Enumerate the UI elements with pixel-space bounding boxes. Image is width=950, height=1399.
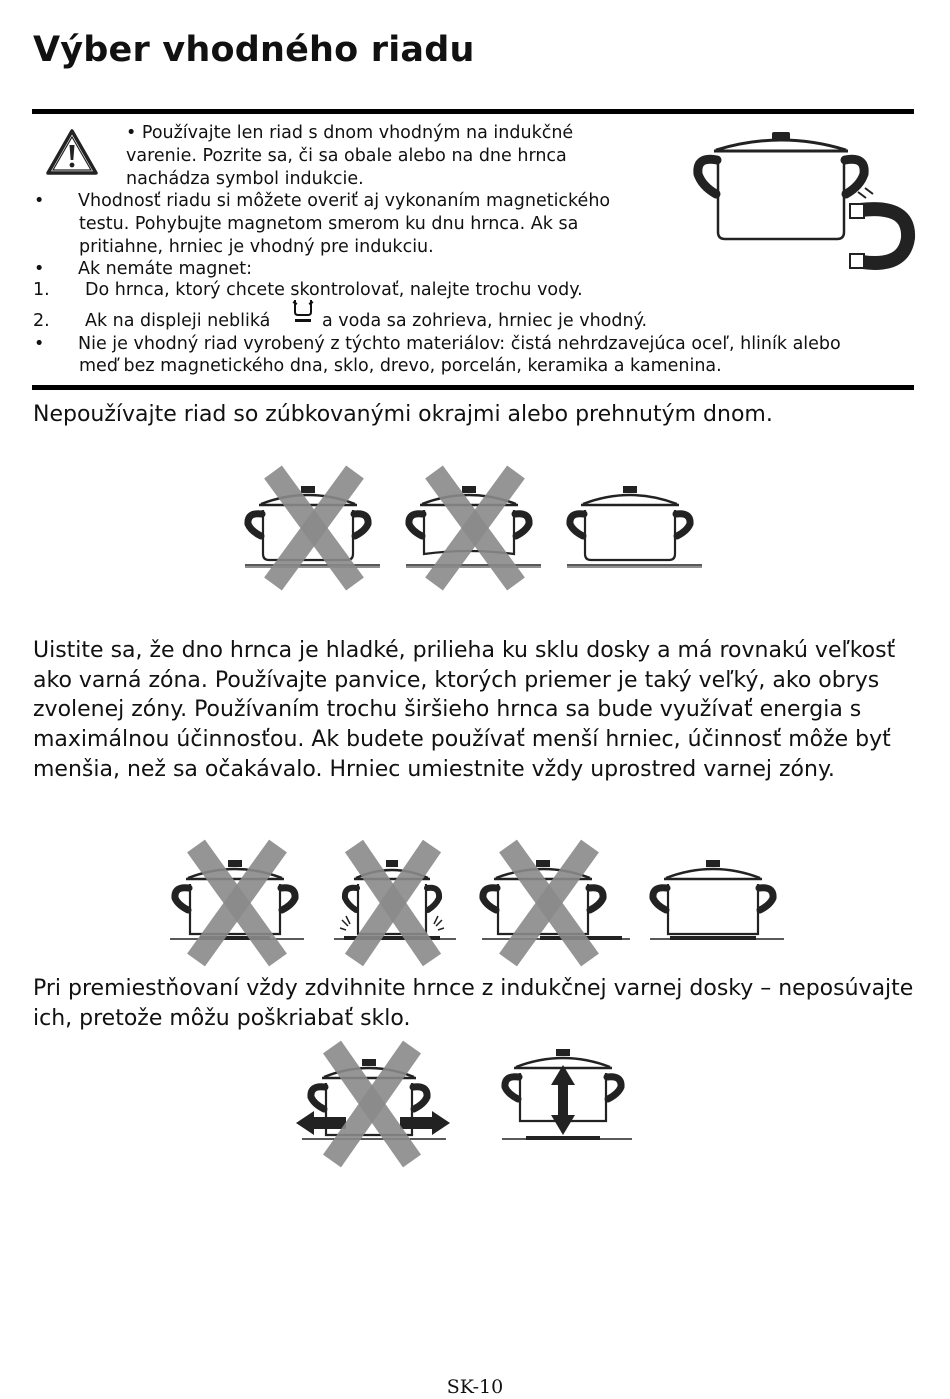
note-line-4: Vhodnosť riadu si môžete overiť aj vykonaním magnetického <box>78 191 611 211</box>
top-rule <box>32 109 914 114</box>
bottom-rule <box>32 385 914 390</box>
pot-bent-bottom-crossed <box>406 468 546 593</box>
pot-lifting-correct <box>500 1045 640 1155</box>
warning-icon <box>44 127 100 179</box>
pot-correct <box>567 468 707 593</box>
note-line-3: nachádza symbol indukcie. <box>126 169 364 189</box>
step-number-1: 1. <box>33 280 50 300</box>
note-line-10: Nie je vhodný riad vyrobený z týchto materiálov: čistá nehrdzavejúca oceľ, hliník alebo <box>78 334 841 354</box>
pot-sliding-crossed <box>294 1045 454 1165</box>
pot-wrong-size-2-crossed <box>332 842 462 967</box>
pot-correct-size <box>646 842 786 967</box>
note-line-6: pritiahne, hrniec je vhodný pre indukciu. <box>79 237 434 257</box>
note-line-2: varenie. Pozrite sa, či sa obale alebo na dne hrnca <box>126 146 567 166</box>
note-line-1: • Používajte len riad s dnom vhodným na indukčné <box>126 123 574 143</box>
step-number-2: 2. <box>33 311 50 331</box>
bullet-3: • <box>34 334 45 354</box>
note-line-5: testu. Pohybujte magnetom smerom ku dnu hrnca. Ak sa <box>79 214 579 234</box>
step-2-part-a: Ak na displeji nebliká <box>85 311 271 331</box>
note-line-11: meď bez magnetického dna, sklo, drevo, porcelán, keramika a kamenina. <box>79 356 722 376</box>
note-line-7: Ak nemáte magnet: <box>78 259 252 279</box>
paragraph-1: Nepoužívajte riad so zúbkovanými okrajmi alebo prehnutým dnom. <box>33 402 773 427</box>
pot-wrong-size-1-crossed <box>166 842 306 967</box>
paragraph-2: Uistite sa, že dno hrnca je hladké, prilieha ku sklu dosky a má rovnakú veľkosť ako varná zóna. Používajte panvice, ktorých priemer je taký veľký, ako obrys zvolenej zóny. Používaním trochu širšieho hrnca sa bude využívať energia s maximálnou účinnosťou. Ak budete používať menší hrniec, účinnosť môže byť menšia, než sa očakávalo. Hrniec umiestnite vždy uprostred varnej zóny. <box>33 638 896 782</box>
pot-symbol-icon <box>292 298 314 324</box>
step-1: Do hrnca, ktorý chcete skontrolovať, nalejte trochu vody. <box>85 280 583 300</box>
magnet-test-illustration <box>690 128 920 278</box>
pot-off-center-crossed <box>480 842 630 967</box>
bullet-2: • <box>34 259 45 279</box>
bullet-1: • <box>34 191 45 211</box>
step-2-part-b: a voda sa zohrieva, hrniec je vhodný. <box>322 311 648 331</box>
paragraph-3: Pri premiestňovaní vždy zdvihnite hrnce z indukčnej varnej dosky – neposúvajte ich, pretože môžu poškriabať sklo. <box>33 976 914 1031</box>
pot-uneven-edge-crossed <box>245 468 385 593</box>
page-number: SK-10 <box>446 1376 504 1398</box>
page-title: Výber vhodného riadu <box>33 30 475 70</box>
